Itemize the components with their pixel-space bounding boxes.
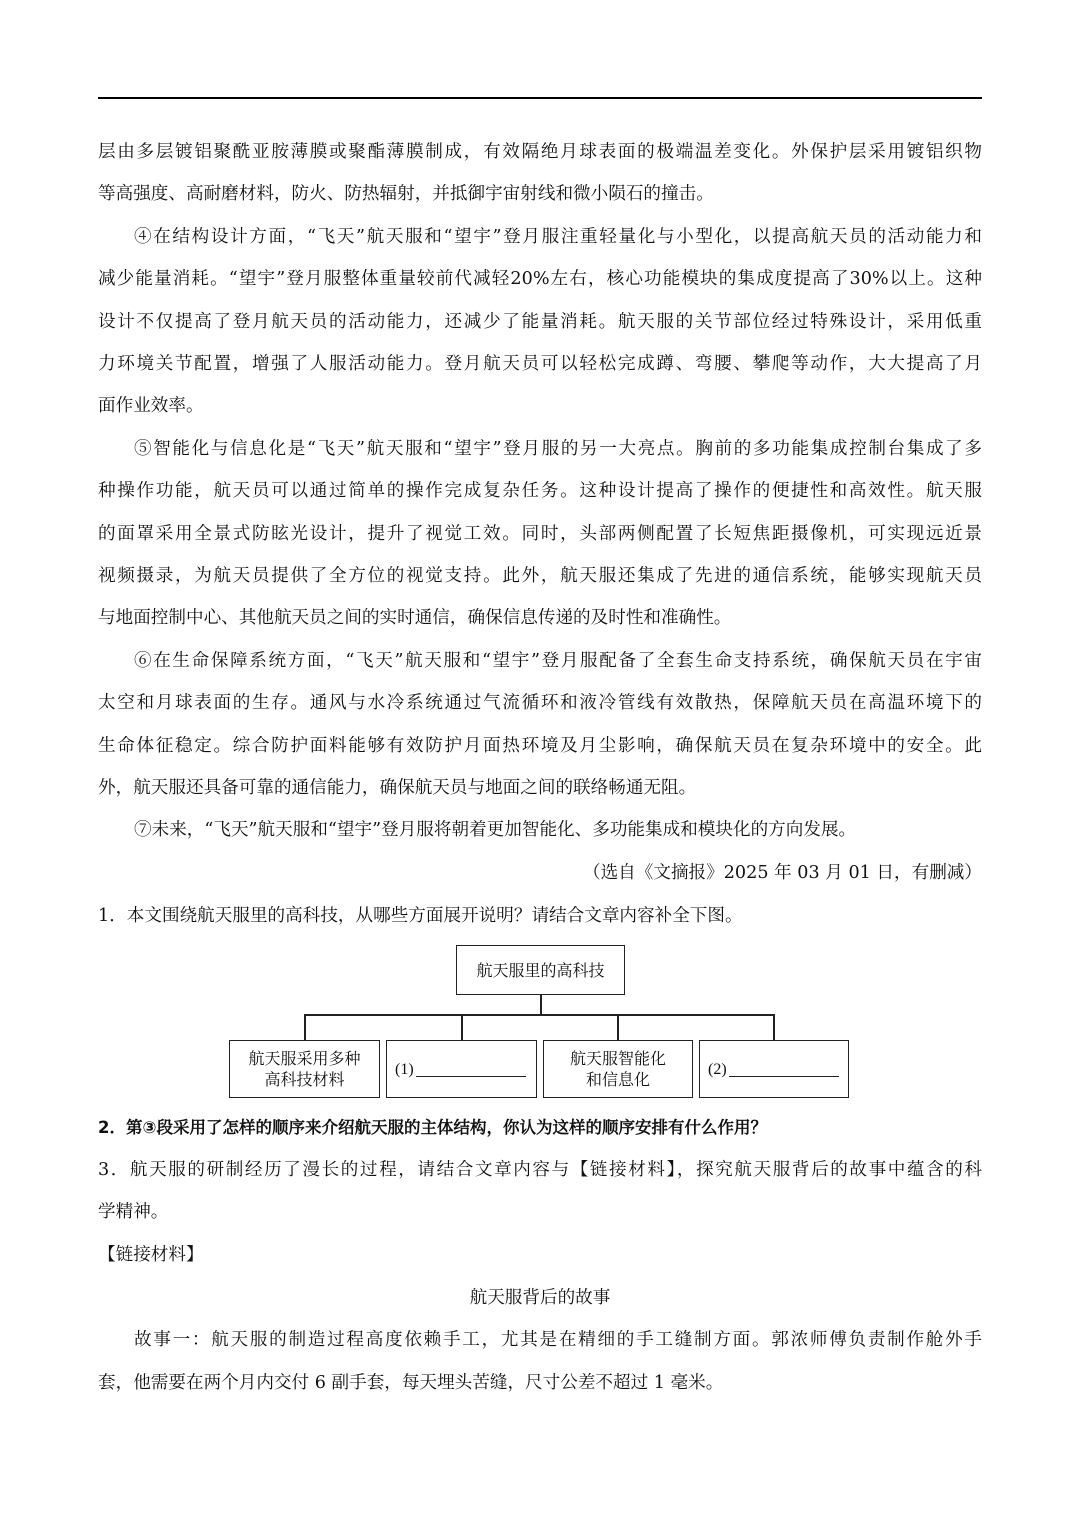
story-line: 故事一：航天服的制造过程高度依赖手工，尤其是在精细的手工缝制方面。郭浓师傅负责制作舱外手 <box>134 1330 982 1350</box>
question-3-line: 3．航天服的研制经历了漫长的过程，请结合文章内容与【链接材料】，探究航天服背后的故事中蕴含的科 <box>98 1160 982 1180</box>
diagram-node-intelligent: 航天服智能化 和信息化 <box>543 1040 693 1098</box>
diagram-blank-1[interactable]: (1) <box>386 1040 537 1098</box>
link-material-label: 【链接材料】 <box>98 1245 204 1265</box>
article-line: 外，航天服还具备可靠的通信能力，确保航天员与地面之间的联络畅通无阻。 <box>98 778 697 798</box>
answer-blank[interactable] <box>416 1062 526 1077</box>
connector <box>617 1014 619 1040</box>
article-line: 力环境关节配置，增强了人服活动能力。登月航天员可以轻松完成蹲、弯腰、攀爬等动作，大大提高了月 <box>98 354 982 374</box>
article-line: 减少能量消耗。“望宇”登月服整体重量较前代减轻20%左右，核心功能模块的集成度提高了30%以上。这种 <box>98 269 982 289</box>
article-line: ⑤智能化与信息化是“飞天”航天服和“望宇”登月服的另一大亮点。胸前的多功能集成控制台集成了多 <box>134 439 982 459</box>
article-line: 设计不仅提高了登月航天员的活动能力，还减少了能量消耗。航天服的关节部位经过特殊设计，采用低重 <box>98 312 982 332</box>
article-line: 与地面控制中心、其他航天员之间的实时通信，确保信息传递的及时性和准确性。 <box>98 608 732 628</box>
article-line: 层由多层镀铝聚酰亚胺薄膜或聚酯薄膜制成，有效隔绝月球表面的极端温差变化。外保护层采用镀铝织物 <box>98 142 982 162</box>
question-2: 2．第③段采用了怎样的顺序来介绍航天服的主体结构，你认为这样的顺序安排有什么作用？ <box>98 1118 767 1137</box>
story-line: 套，他需要在两个月内交付 6 副手套，每天埋头苦缝，尺寸公差不超过 1 毫米。 <box>98 1373 724 1393</box>
question-3-line: 学精神。 <box>98 1202 169 1222</box>
article-line: ④在结构设计方面，“飞天”航天服和“望宇”登月服注重轻量化与小型化，以提高航天员的活动能力和 <box>134 227 982 247</box>
diagram-node-materials: 航天服采用多种 高科技材料 <box>229 1040 380 1098</box>
answer-blank[interactable] <box>729 1062 839 1077</box>
article-line: ⑦未来，“飞天”航天服和“望宇”登月服将朝着更加智能化、多功能集成和模块化的方向发展。 <box>134 820 857 840</box>
article-line: 面作业效率。 <box>98 396 204 416</box>
diagram-blank-2[interactable]: (2) <box>699 1040 849 1098</box>
source-citation: （选自《文摘报》2025 年 03 月 01 日，有删减） <box>582 863 982 883</box>
connector <box>461 1014 463 1040</box>
article-line: 太空和月球表面的生存。通风与水冷系统通过气流循环和液冷管线有效散热，保障航天员在高温环境下的 <box>98 693 982 713</box>
connector <box>304 1014 775 1016</box>
diagram-root: 航天服里的高科技 <box>456 945 625 995</box>
article-line: ⑥在生命保障系统方面，“飞天”航天服和“望宇”登月服配备了全套生命支持系统，确保航天员在宇宙 <box>134 651 982 671</box>
connector <box>773 1014 775 1040</box>
article-line: 等高强度、高耐磨材料，防火、防热辐射，并抵御宇宙射线和微小陨石的撞击。 <box>98 184 714 204</box>
connector <box>540 995 542 1015</box>
connector <box>304 1014 306 1040</box>
header-rule <box>98 97 982 99</box>
article-line: 种操作功能，航天员可以通过简单的操作完成复杂任务。这种设计提高了操作的便捷性和高效性。航天服 <box>98 481 982 501</box>
question-1: 1．本文围绕航天服里的高科技，从哪些方面展开说明？请结合文章内容补全下图。 <box>98 906 743 926</box>
article-line: 生命体征稳定。综合防护面料能够有效防护月面热环境及月尘影响，确保航天员在复杂环境中的安全。此 <box>98 736 982 756</box>
story-title: 航天服背后的故事 <box>469 1288 611 1308</box>
article-line: 的面罩采用全景式防眩光设计，提升了视觉工效。同时，头部两侧配置了长短焦距摄像机，可实现远近景 <box>98 524 982 544</box>
article-line: 视频摄录，为航天员提供了全方位的视觉支持。此外，航天服还集成了先进的通信系统，能够实现航天员 <box>98 566 982 586</box>
